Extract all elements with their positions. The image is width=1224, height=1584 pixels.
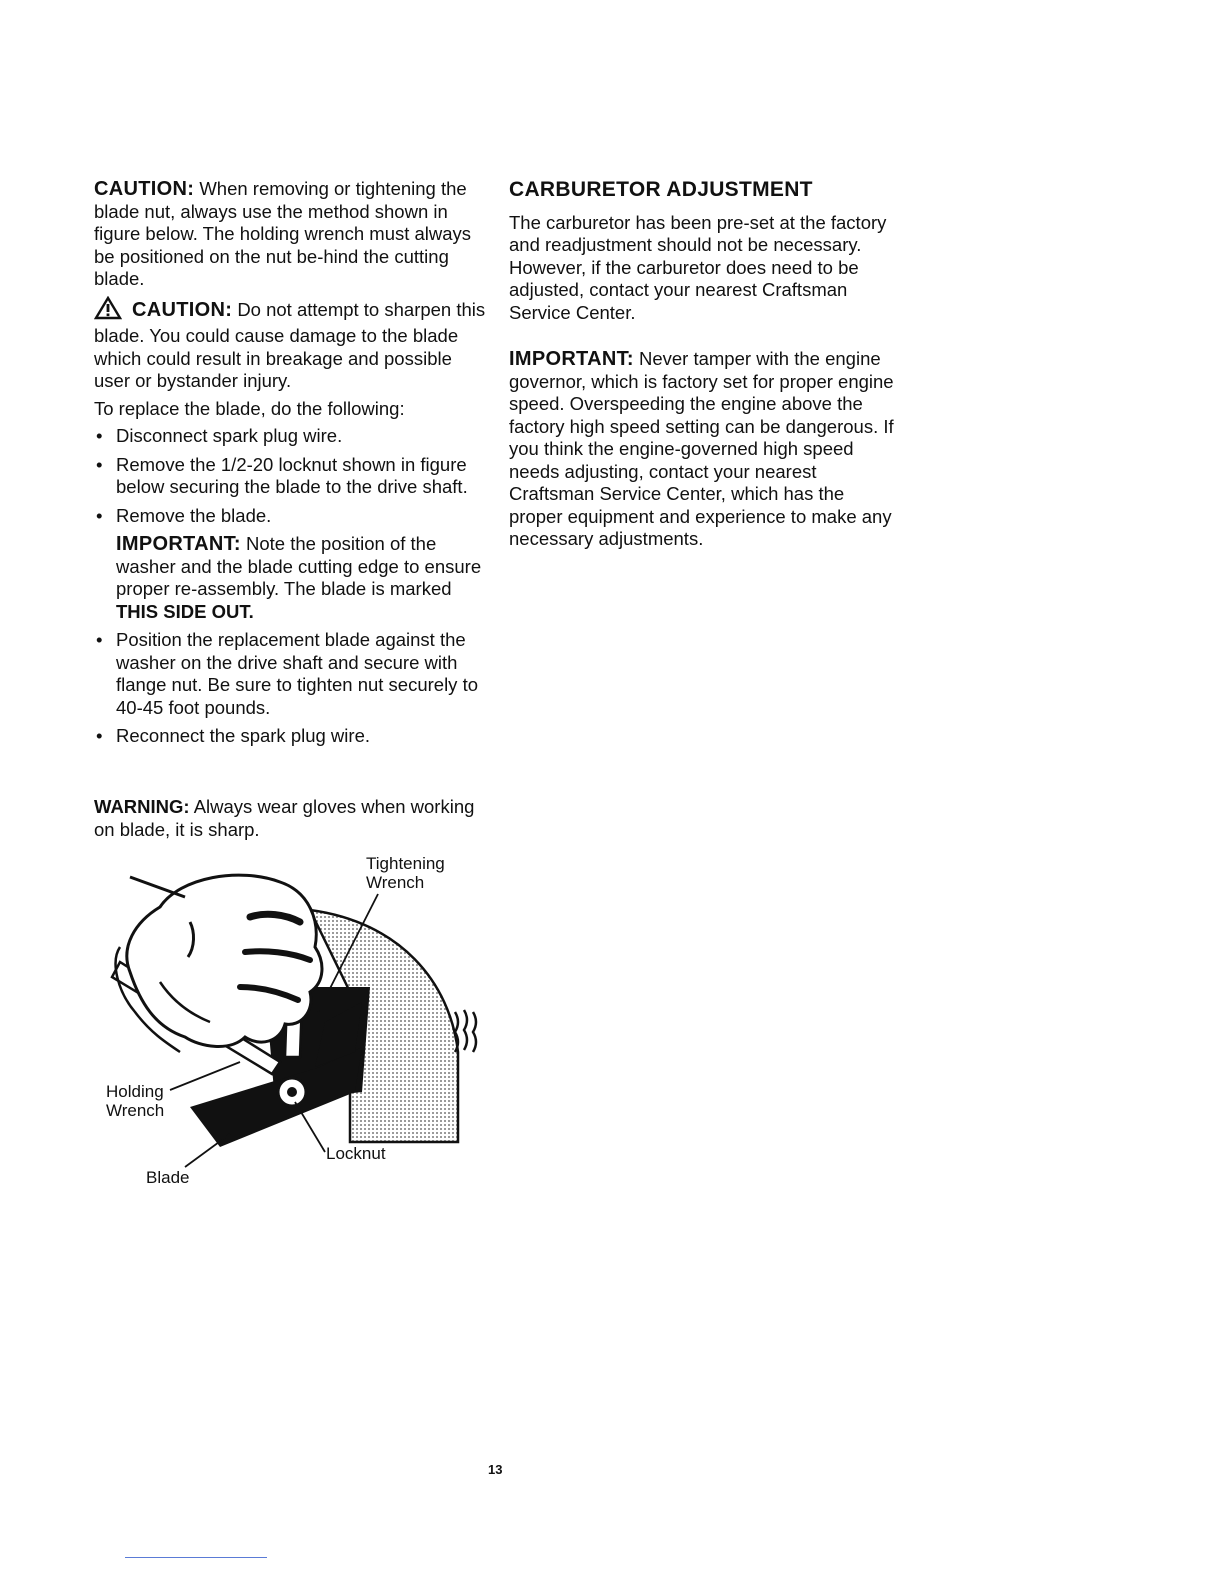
right-column <box>509 179 901 551</box>
caution-text: When removing or tightening the blade nut, always use the method shown in figure below. The holding wrench must always be positioned on the nut be-hind the cutting blade. <box>94 178 472 289</box>
warning-text: Always wear gloves when working on blade, it is sharp. <box>94 796 475 840</box>
steps-list <box>94 425 486 527</box>
list-item: • Remove the 1/2-20 locknut shown in figure below securing the blade to the drive shaft. <box>96 453 468 497</box>
caution-text: Do not attempt to sharpen this blade. You could cause damage to the blade which could result in breakage and possible user or bystander injury. <box>94 298 486 391</box>
warning-triangle-icon <box>94 296 122 326</box>
important-note <box>94 533 486 623</box>
list-item-text: Disconnect spark plug wire. <box>116 425 343 446</box>
caution-keyword: CAUTION: <box>132 298 233 321</box>
blade-wrench-illustration <box>100 852 490 1192</box>
important-keyword: IMPORTANT: <box>509 348 634 370</box>
caution-keyword: CAUTION: <box>94 178 195 200</box>
list-item-text: Position the replacement blade against the washer on the drive shaft and secure with flange nut. Be sure to tighten nut securely to 40-45 foot pounds. <box>116 629 479 718</box>
important-text: Never tamper with the engine governor, which is factory set for proper engine speed. Overspeeding the engine above the factory high speed setting can be dangerous. If you think the engine-governed high speed needs adjusting, contact your nearest Craftsman Service Center, which has the proper equipment and experience to make any necessary adjustments. <box>509 348 894 549</box>
caution-sharpen <box>94 296 486 393</box>
caution-blade-nut <box>94 178 486 291</box>
left-column <box>94 178 486 754</box>
warning-note <box>94 796 486 841</box>
important-keyword: IMPORTANT: <box>116 533 241 555</box>
list-item: • Disconnect spark plug wire. <box>96 425 343 446</box>
list-item: • Remove the blade. <box>96 504 272 526</box>
intro-text: To replace the blade, do the following: <box>94 397 405 419</box>
list-item-text: Reconnect the spark plug wire. <box>116 725 370 746</box>
warning-keyword: WARNING: <box>94 796 190 817</box>
important-governor-note <box>509 348 901 551</box>
steps-list-continued <box>94 629 486 748</box>
important-text: Note the position of the washer and the blade cutting edge to ensure proper re-assembly. The blade is marked <box>116 533 482 599</box>
list-item: • Reconnect the spark plug wire. <box>96 725 370 746</box>
label-locknut: Locknut <box>326 1144 386 1163</box>
blade-replacement-figure <box>100 852 490 1192</box>
list-item-text: Remove the 1/2-20 locknut shown in figure below securing the blade to the drive shaft. <box>116 453 468 497</box>
page-number: 13 <box>488 1462 503 1477</box>
list-item-text: Remove the blade. <box>116 504 272 526</box>
footer-rule <box>125 1557 267 1558</box>
section-heading: CARBURETOR ADJUSTMENT <box>509 178 813 201</box>
list-item: • Position the replacement blade against the washer on the drive shaft and secure with flange nut. Be sure to tighten nut securely to 40-45 foot pounds. <box>96 629 479 718</box>
important-emphasis: THIS SIDE OUT. <box>116 600 254 622</box>
carburetor-paragraph: The carburetor has been pre-set at the factory and readjustment should not be necessary. However, if the carburetor does need to be adjusted, contact your nearest Craftsman Service Center. <box>509 211 887 323</box>
label-holding-wrench: Holding Wrench <box>106 1082 165 1120</box>
label-tightening-wrench: Tightening Wrench <box>366 854 445 892</box>
label-blade: Blade <box>146 1168 190 1187</box>
